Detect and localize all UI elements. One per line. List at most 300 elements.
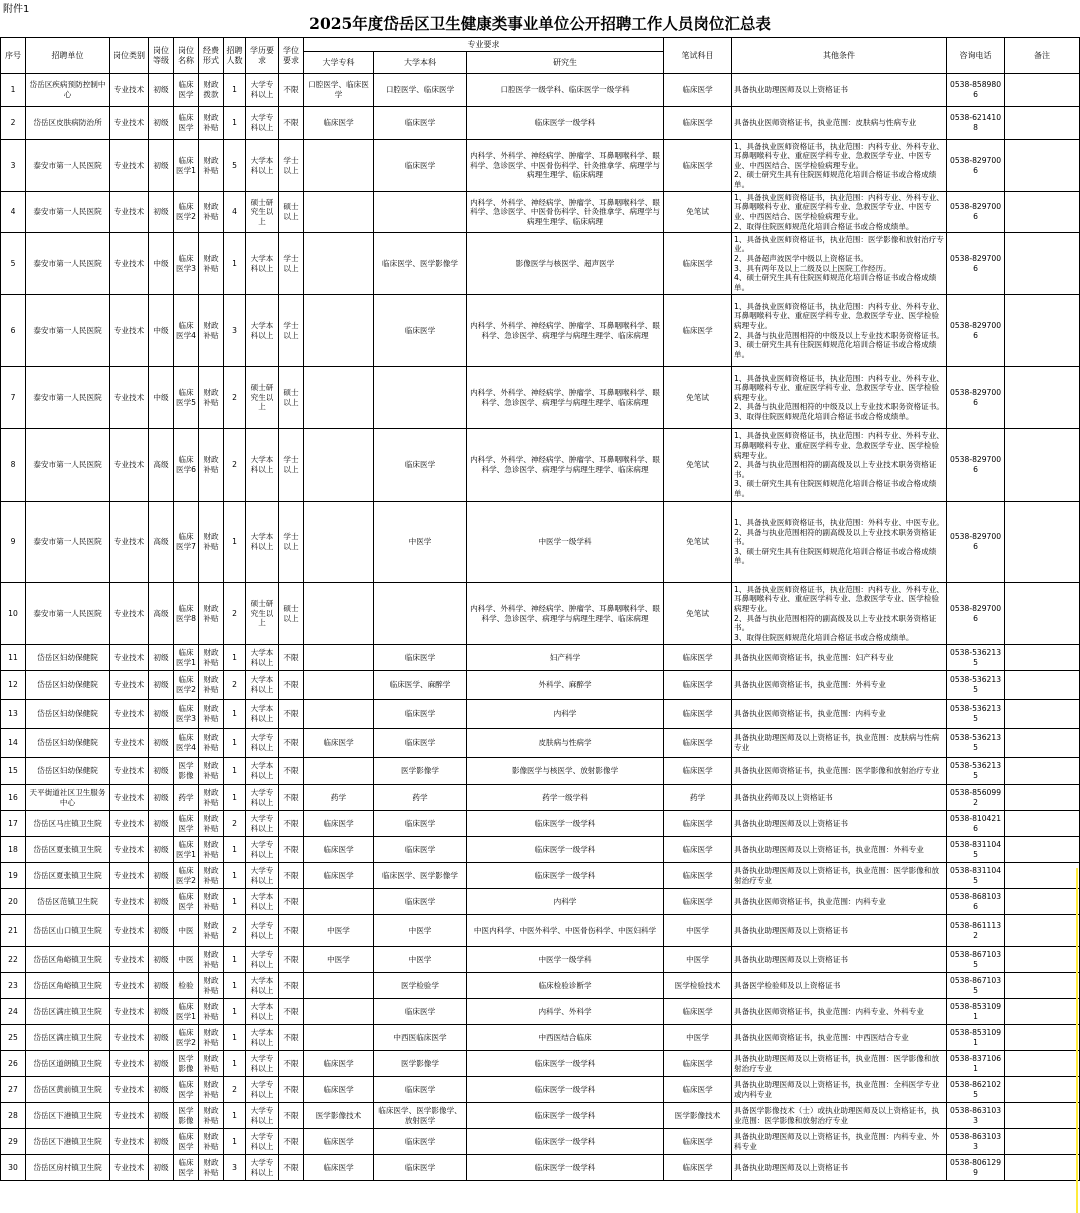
row-major-bachelor: 临床医学、医学影像学: [374, 233, 467, 295]
table-row: [1, 947, 1080, 973]
row-level: 初级: [149, 192, 174, 233]
row-exam: 医学影像技术: [664, 1103, 732, 1129]
row-category: 专业技术: [110, 837, 149, 863]
row-category: 专业技术: [110, 889, 149, 915]
row-remark: [1005, 74, 1080, 107]
row-exam: 临床医学: [664, 671, 732, 700]
row-degree: 不限: [279, 671, 304, 700]
table-body: [1, 74, 1080, 1181]
row-no: 19: [1, 863, 26, 889]
row-phone: 0538-8611132: [947, 915, 1005, 947]
row-major-junior: [304, 1025, 374, 1051]
row-exam: 临床医学: [664, 700, 732, 729]
row-exam: 临床医学: [664, 140, 732, 192]
row-no: 7: [1, 367, 26, 429]
row-major-bachelor: 临床医学: [374, 1155, 467, 1181]
row-major-grad: 临床检验诊断学: [467, 973, 664, 999]
table-row: [1, 74, 1080, 107]
row-no: 2: [1, 107, 26, 140]
row-level: 初级: [149, 915, 174, 947]
row-major-bachelor: [374, 367, 467, 429]
row-phone: 0538-8560992: [947, 785, 1005, 811]
row-edu: 大学本科以上: [246, 502, 279, 583]
table-row: [1, 1129, 1080, 1155]
row-degree: 不限: [279, 107, 304, 140]
row-other: 1、具备执业医师资格证书，执业范围：内科专业、外科专业、耳鼻咽喉科专业、重症医学科专业、急救医学专业、中医专业、中西医结合、医学检验病理专业。 2、取得住院医师规范化培训合格证书或合格成绩单。: [732, 192, 947, 233]
header-remark: 备注: [1005, 38, 1080, 74]
table-row: [1, 367, 1080, 429]
row-major-junior: [304, 233, 374, 295]
row-level: 初级: [149, 889, 174, 915]
row-major-grad: 内科学、外科学、神经病学、肿瘤学、耳鼻咽喉科学、眼科学、急诊医学、病理学与病理生理学、临床病理: [467, 295, 664, 367]
row-exam: 临床医学: [664, 233, 732, 295]
row-funding: 财政补贴: [199, 1103, 224, 1129]
row-phone: 0538-8671035: [947, 973, 1005, 999]
row-category: 专业技术: [110, 1103, 149, 1129]
row-count: 1: [224, 645, 246, 671]
row-no: 27: [1, 1077, 26, 1103]
row-major-grad: 药学一级学科: [467, 785, 664, 811]
row-edu: 大学本科以上: [246, 140, 279, 192]
row-post-name: 医学影像: [174, 1051, 199, 1077]
row-post-name: 临床医学1: [174, 140, 199, 192]
row-major-junior: 中医学: [304, 915, 374, 947]
row-remark: [1005, 1051, 1080, 1077]
row-funding: 财政补贴: [199, 429, 224, 502]
row-remark: [1005, 295, 1080, 367]
row-major-junior: [304, 295, 374, 367]
row-funding: 财政补贴: [199, 837, 224, 863]
row-count: 1: [224, 947, 246, 973]
row-no: 21: [1, 915, 26, 947]
row-major-bachelor: 临床医学: [374, 999, 467, 1025]
header-other: 其他条件: [732, 38, 947, 74]
row-degree: 学士以上: [279, 295, 304, 367]
table-row: [1, 729, 1080, 758]
row-unit: 岱岳区夏张镇卫生院: [26, 837, 110, 863]
row-edu: 大学专科以上: [246, 785, 279, 811]
row-count: 2: [224, 671, 246, 700]
row-level: 初级: [149, 973, 174, 999]
table-row: [1, 429, 1080, 502]
row-exam: 临床医学: [664, 729, 732, 758]
row-no: 4: [1, 192, 26, 233]
row-edu: 大学专科以上: [246, 837, 279, 863]
row-unit: 泰安市第一人民医院: [26, 583, 110, 645]
row-no: 9: [1, 502, 26, 583]
row-other: 具备执业医师资格证书，执业范围：中西医结合专业: [732, 1025, 947, 1051]
row-unit: 岱岳区角峪镇卫生院: [26, 973, 110, 999]
row-unit: 岱岳区妇幼保健院: [26, 758, 110, 785]
row-exam: 中医学: [664, 1025, 732, 1051]
header-no: 序号: [1, 38, 26, 74]
row-exam: 临床医学: [664, 1077, 732, 1103]
row-post-name: 医学影像: [174, 758, 199, 785]
row-category: 专业技术: [110, 915, 149, 947]
row-edu: 大学专科以上: [246, 915, 279, 947]
row-major-bachelor: 临床医学: [374, 811, 467, 837]
row-phone: 0538-6214108: [947, 107, 1005, 140]
row-major-bachelor: 医学检验学: [374, 973, 467, 999]
row-count: 1: [224, 233, 246, 295]
row-funding: 财政补贴: [199, 1025, 224, 1051]
row-phone: 0538-8297006: [947, 583, 1005, 645]
row-phone: 0538-5362135: [947, 671, 1005, 700]
row-remark: [1005, 947, 1080, 973]
row-level: 初级: [149, 107, 174, 140]
row-category: 专业技术: [110, 1155, 149, 1181]
row-major-junior: 口腔医学、临床医学: [304, 74, 374, 107]
row-exam: 临床医学: [664, 999, 732, 1025]
row-edu: 大学专科以上: [246, 863, 279, 889]
yellow-edge-mark: [1076, 868, 1078, 1213]
row-category: 专业技术: [110, 999, 149, 1025]
row-post-name: 中医: [174, 915, 199, 947]
row-major-bachelor: 临床医学: [374, 889, 467, 915]
table-row: [1, 502, 1080, 583]
table-row: [1, 1025, 1080, 1051]
row-unit: 岱岳区满庄镇卫生院: [26, 1025, 110, 1051]
table-row: [1, 1051, 1080, 1077]
row-major-grad: 内科学、外科学、神经病学、肿瘤学、耳鼻咽喉科学、眼科学、急诊医学、中医骨伤科学、针灸推拿学、病理学与病理生理学、临床病理: [467, 192, 664, 233]
row-other: 具备执业医师资格证书，执业范围：皮肤病与性病专业: [732, 107, 947, 140]
row-major-bachelor: 药学: [374, 785, 467, 811]
row-no: 24: [1, 999, 26, 1025]
table-row: [1, 295, 1080, 367]
row-post-name: 临床医学8: [174, 583, 199, 645]
row-exam: 免笔试: [664, 583, 732, 645]
table-row: [1, 1103, 1080, 1129]
row-major-bachelor: 临床医学: [374, 645, 467, 671]
row-phone: 0538-8311045: [947, 837, 1005, 863]
row-degree: 不限: [279, 889, 304, 915]
row-count: 1: [224, 758, 246, 785]
row-count: 2: [224, 583, 246, 645]
row-post-name: 临床医学: [174, 1077, 199, 1103]
row-funding: 财政补贴: [199, 671, 224, 700]
row-edu: 大学本科以上: [246, 973, 279, 999]
row-level: 初级: [149, 1077, 174, 1103]
row-unit: 岱岳区下港镇卫生院: [26, 1103, 110, 1129]
row-unit: 岱岳区妇幼保健院: [26, 700, 110, 729]
row-major-bachelor: 临床医学: [374, 700, 467, 729]
row-exam: 临床医学: [664, 1155, 732, 1181]
row-other: 具备执业药师及以上资格证书: [732, 785, 947, 811]
row-major-junior: 临床医学: [304, 811, 374, 837]
row-no: 10: [1, 583, 26, 645]
row-remark: [1005, 811, 1080, 837]
header-category: 岗位类别: [110, 38, 149, 74]
row-level: 初级: [149, 140, 174, 192]
row-unit: 岱岳区妇幼保健院: [26, 645, 110, 671]
row-category: 专业技术: [110, 502, 149, 583]
row-degree: 不限: [279, 729, 304, 758]
header-degree: 学位要求: [279, 38, 304, 74]
row-major-junior: 临床医学: [304, 837, 374, 863]
row-edu: 大学专科以上: [246, 1103, 279, 1129]
row-category: 专业技术: [110, 140, 149, 192]
row-funding: 财政补贴: [199, 107, 224, 140]
row-no: 15: [1, 758, 26, 785]
row-exam: 医学检验技术: [664, 973, 732, 999]
row-major-grad: 妇产科学: [467, 645, 664, 671]
row-level: 中级: [149, 295, 174, 367]
row-level: 初级: [149, 671, 174, 700]
row-edu: 大学本科以上: [246, 645, 279, 671]
row-funding: 财政补贴: [199, 999, 224, 1025]
table-row: [1, 1155, 1080, 1181]
table-row: [1, 192, 1080, 233]
row-degree: 不限: [279, 1129, 304, 1155]
row-post-name: 临床医学3: [174, 233, 199, 295]
row-degree: 不限: [279, 785, 304, 811]
row-other: 1、具备执业医师资格证书，执业范围：外科专业、中医专业。 2、具备与执业范围相符的副高级及以上专业技术职务资格证书。 3、硕士研究生具有住院医师规范化培训合格证书或合格成绩单。: [732, 502, 947, 583]
row-post-name: 临床医学4: [174, 729, 199, 758]
row-major-junior: 临床医学: [304, 729, 374, 758]
row-category: 专业技术: [110, 947, 149, 973]
row-level: 初级: [149, 1155, 174, 1181]
row-exam: 临床医学: [664, 645, 732, 671]
row-edu: 大学本科以上: [246, 999, 279, 1025]
row-level: 初级: [149, 729, 174, 758]
row-category: 专业技术: [110, 758, 149, 785]
row-other: 1、具备执业医师资格证书，执业范围：内科专业、外科专业、耳鼻咽喉科专业、重症医学科专业、急救医学专业、医学检验病理专业。 2、具备与执业范围相符的中级及以上专业技术职务资格证书。 3、取得住院医师规范化培训合格证书或合格成绩单。: [732, 367, 947, 429]
row-post-name: 中医: [174, 947, 199, 973]
row-other: 1、具备执业医师资格证书，执业范围：医学影像和放射治疗专业。 2、具备超声波医学中级以上资格证书。 3、具有两年及以上二级及以上医院工作经历。 4、硕士研究生具有住院医师规范化培训合格证书或合格成绩单。: [732, 233, 947, 295]
row-count: 2: [224, 429, 246, 502]
row-count: 1: [224, 785, 246, 811]
row-remark: [1005, 583, 1080, 645]
row-major-junior: [304, 192, 374, 233]
row-edu: 大学本科以上: [246, 233, 279, 295]
row-unit: 泰安市第一人民医院: [26, 140, 110, 192]
row-remark: [1005, 1155, 1080, 1181]
row-major-junior: [304, 645, 374, 671]
row-count: 1: [224, 1051, 246, 1077]
row-count: 5: [224, 140, 246, 192]
row-unit: 岱岳区房村镇卫生院: [26, 1155, 110, 1181]
row-major-junior: 医学影像技术: [304, 1103, 374, 1129]
table-row: [1, 140, 1080, 192]
row-level: 初级: [149, 947, 174, 973]
header-major-bachelor: 大学本科: [374, 52, 467, 74]
row-count: 1: [224, 889, 246, 915]
row-funding: 财政补贴: [199, 915, 224, 947]
row-degree: 不限: [279, 973, 304, 999]
row-phone: 0538-8104216: [947, 811, 1005, 837]
row-major-junior: [304, 671, 374, 700]
table-row: [1, 107, 1080, 140]
row-major-grad: 临床医学一级学科: [467, 1077, 664, 1103]
row-unit: 岱岳区马庄镇卫生院: [26, 811, 110, 837]
row-unit: 泰安市第一人民医院: [26, 233, 110, 295]
row-exam: 药学: [664, 785, 732, 811]
row-exam: 中医学: [664, 915, 732, 947]
row-count: 1: [224, 700, 246, 729]
row-other: 具备执业助理医师及以上资格证书，执业范围：医学影像和放射治疗专业: [732, 1051, 947, 1077]
row-no: 23: [1, 973, 26, 999]
row-phone: 0538-8589806: [947, 74, 1005, 107]
row-level: 初级: [149, 837, 174, 863]
row-major-grad: 临床医学一级学科: [467, 863, 664, 889]
row-count: 2: [224, 1077, 246, 1103]
header-unit: 招聘单位: [26, 38, 110, 74]
row-edu: 大学本科以上: [246, 758, 279, 785]
row-edu: 大学专科以上: [246, 1077, 279, 1103]
row-other: 具备执业医师资格证书，执业范围：医学影像和放射治疗专业: [732, 758, 947, 785]
row-other: 1、具备执业医师资格证书，执业范围：内科专业、外科专业、耳鼻咽喉科专业、重症医学科专业、急救医学专业、医学检验病理专业。 2、具备与执业范围相符的副高级及以上专业技术职务资格证书。 3、硕士研究生具有住院医师规范化培训合格证书或合格成绩单。: [732, 429, 947, 502]
row-remark: [1005, 758, 1080, 785]
row-phone: 0538-8681036: [947, 889, 1005, 915]
row-funding: 财政补贴: [199, 1051, 224, 1077]
row-major-bachelor: 中医学: [374, 502, 467, 583]
row-phone: 0538-8297006: [947, 192, 1005, 233]
table-row: [1, 645, 1080, 671]
row-major-bachelor: [374, 583, 467, 645]
row-unit: 泰安市第一人民医院: [26, 192, 110, 233]
row-other: 具备执业医师资格证书，执业范围：内科专业: [732, 700, 947, 729]
row-count: 1: [224, 863, 246, 889]
row-major-bachelor: 临床医学: [374, 107, 467, 140]
row-post-name: 临床医学7: [174, 502, 199, 583]
positions-table: [0, 37, 1080, 1181]
row-count: 1: [224, 729, 246, 758]
row-unit: 岱岳区满庄镇卫生院: [26, 999, 110, 1025]
row-other: 具备执业助理医师及以上资格证书: [732, 811, 947, 837]
row-other: 具备医学影像技术（士）或执业助理医师及以上资格证书，执业范围：医学影像和放射治疗专业: [732, 1103, 947, 1129]
row-remark: [1005, 729, 1080, 758]
header-edu: 学历要求: [246, 38, 279, 74]
row-edu: 大学专科以上: [246, 729, 279, 758]
row-edu: 大学专科以上: [246, 1155, 279, 1181]
row-other: 具备医学检验师及以上资格证书: [732, 973, 947, 999]
row-remark: [1005, 233, 1080, 295]
row-exam: 临床医学: [664, 889, 732, 915]
row-exam: 免笔试: [664, 502, 732, 583]
row-no: 30: [1, 1155, 26, 1181]
row-post-name: 医学影像: [174, 1103, 199, 1129]
row-exam: 中医学: [664, 947, 732, 973]
row-no: 17: [1, 811, 26, 837]
row-major-grad: 临床医学一级学科: [467, 1051, 664, 1077]
table-row: [1, 863, 1080, 889]
row-category: 专业技术: [110, 973, 149, 999]
row-remark: [1005, 1103, 1080, 1129]
row-phone: 0538-8297006: [947, 140, 1005, 192]
row-remark: [1005, 889, 1080, 915]
row-major-bachelor: 临床医学: [374, 295, 467, 367]
row-remark: [1005, 367, 1080, 429]
row-funding: 财政补贴: [199, 758, 224, 785]
row-no: 5: [1, 233, 26, 295]
row-count: 4: [224, 192, 246, 233]
row-level: 高级: [149, 583, 174, 645]
row-major-grad: 内科学、外科学、神经病学、肿瘤学、耳鼻咽喉科学、眼科学、急诊医学、中医骨伤科学、针灸推拿学、病理学与病理生理学、临床病理: [467, 140, 664, 192]
table-row: [1, 915, 1080, 947]
row-major-grad: 临床医学一级学科: [467, 107, 664, 140]
row-funding: 财政补贴: [199, 583, 224, 645]
row-major-grad: 皮肤病与性病学: [467, 729, 664, 758]
header-level: 岗位等级: [149, 38, 174, 74]
attachment-label: 附件1: [3, 4, 30, 15]
row-major-grad: 内科学: [467, 889, 664, 915]
row-major-junior: [304, 889, 374, 915]
row-remark: [1005, 671, 1080, 700]
row-major-grad: 口腔医学一级学科、临床医学一级学科: [467, 74, 664, 107]
row-unit: 岱岳区道朗镇卫生院: [26, 1051, 110, 1077]
row-degree: 不限: [279, 1025, 304, 1051]
row-edu: 大学本科以上: [246, 671, 279, 700]
row-category: 专业技术: [110, 729, 149, 758]
row-level: 中级: [149, 233, 174, 295]
row-level: 初级: [149, 785, 174, 811]
row-other: 1、具备执业医师资格证书，执业范围：内科专业、外科专业、耳鼻咽喉科专业、重症医学科专业、急救医学专业、医学检验病理专业。 2、具备与执业范围相符的中级及以上专业技术职务资格证书。 3、硕士研究生具有住院医师规范化培训合格证书或合格成绩单。: [732, 295, 947, 367]
row-category: 专业技术: [110, 811, 149, 837]
row-phone: 0538-5362135: [947, 758, 1005, 785]
table-row: [1, 671, 1080, 700]
row-remark: [1005, 107, 1080, 140]
table-row: [1, 999, 1080, 1025]
row-exam: 临床医学: [664, 811, 732, 837]
row-funding: 财政补贴: [199, 192, 224, 233]
row-major-bachelor: 临床医学: [374, 1129, 467, 1155]
row-major-grad: 影像医学与核医学、放射影像学: [467, 758, 664, 785]
row-edu: 大学专科以上: [246, 1129, 279, 1155]
row-major-bachelor: 临床医学: [374, 429, 467, 502]
row-edu: 大学专科以上: [246, 107, 279, 140]
row-degree: 学士以上: [279, 140, 304, 192]
row-no: 29: [1, 1129, 26, 1155]
row-degree: 硕士以上: [279, 583, 304, 645]
row-degree: 不限: [279, 700, 304, 729]
row-major-junior: 中医学: [304, 947, 374, 973]
row-unit: 岱岳区疾病预防控制中心: [26, 74, 110, 107]
row-post-name: 临床医学4: [174, 295, 199, 367]
row-major-bachelor: 临床医学: [374, 837, 467, 863]
row-funding: 财政补贴: [199, 1129, 224, 1155]
row-degree: 学士以上: [279, 502, 304, 583]
row-degree: 硕士以上: [279, 367, 304, 429]
row-phone: 0538-5362135: [947, 700, 1005, 729]
row-major-grad: 影像医学与核医学、超声医学: [467, 233, 664, 295]
row-remark: [1005, 1129, 1080, 1155]
row-exam: 免笔试: [664, 192, 732, 233]
row-major-junior: [304, 140, 374, 192]
row-degree: 不限: [279, 1103, 304, 1129]
row-category: 专业技术: [110, 1129, 149, 1155]
row-major-grad: 临床医学一级学科: [467, 1103, 664, 1129]
row-level: 初级: [149, 1051, 174, 1077]
row-funding: 财政补贴: [199, 1155, 224, 1181]
row-unit: 泰安市第一人民医院: [26, 502, 110, 583]
table-row: [1, 811, 1080, 837]
row-phone: 0538-8297006: [947, 367, 1005, 429]
row-exam: 临床医学: [664, 74, 732, 107]
row-degree: 不限: [279, 74, 304, 107]
row-major-grad: 中西医结合临床: [467, 1025, 664, 1051]
row-count: 2: [224, 915, 246, 947]
header-major-grad: 研究生: [467, 52, 664, 74]
row-level: 初级: [149, 1103, 174, 1129]
row-major-grad: 临床医学一级学科: [467, 837, 664, 863]
row-count: 1: [224, 502, 246, 583]
row-no: 8: [1, 429, 26, 502]
row-other: 具备执业助理医师及以上资格证书: [732, 1155, 947, 1181]
header-funding: 经费形式: [199, 38, 224, 74]
row-no: 12: [1, 671, 26, 700]
row-exam: 临床医学: [664, 1129, 732, 1155]
row-count: 1: [224, 1129, 246, 1155]
